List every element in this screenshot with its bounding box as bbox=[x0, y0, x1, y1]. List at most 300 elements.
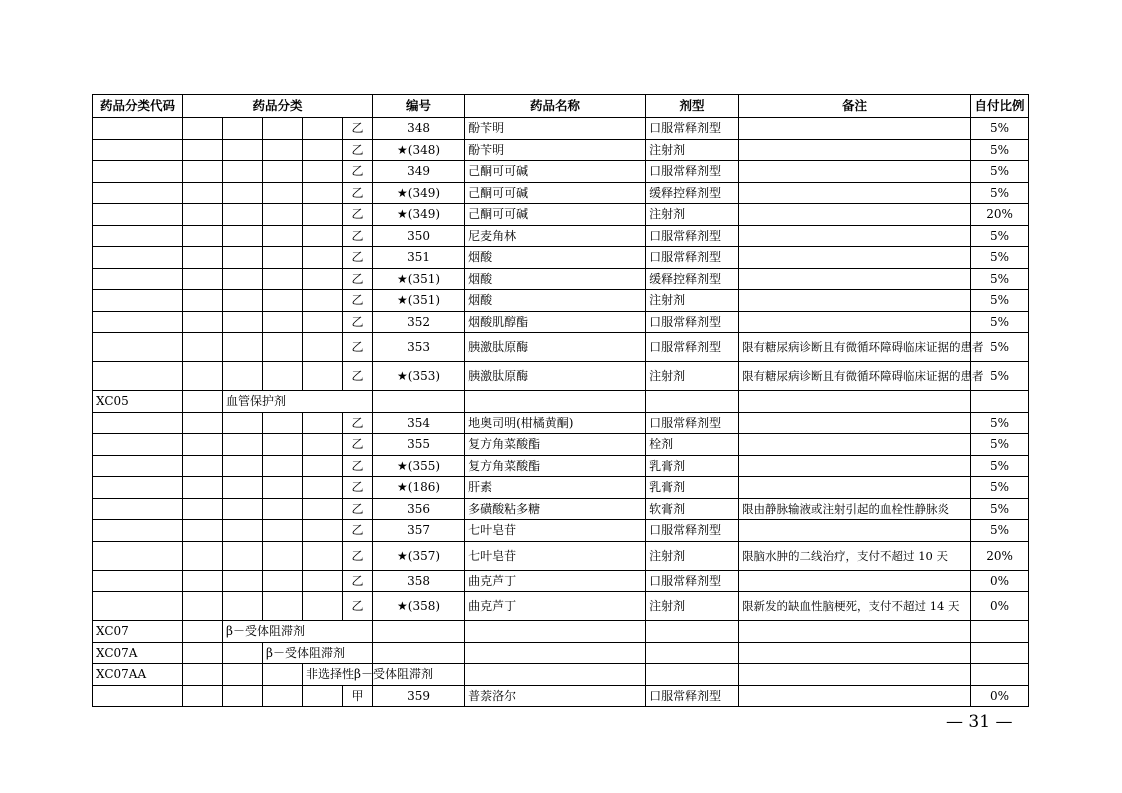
drug-name-cell: 胰激肽原酶 bbox=[465, 362, 646, 391]
category-level-cell bbox=[223, 182, 263, 204]
drug-name-cell: 肝素 bbox=[465, 477, 646, 499]
category-level-cell bbox=[263, 204, 303, 226]
drug-name-cell: 曲克芦丁 bbox=[465, 570, 646, 592]
self-pay-ratio-cell: 5% bbox=[971, 139, 1029, 161]
number-cell: ★(355) bbox=[373, 455, 465, 477]
category-level-cell bbox=[183, 182, 223, 204]
category-level-cell bbox=[183, 362, 223, 391]
code-cell bbox=[93, 118, 183, 140]
category-level-cell bbox=[183, 664, 223, 686]
category-level-cell bbox=[303, 434, 343, 456]
header-form: 剂型 bbox=[646, 95, 739, 118]
header-code: 药品分类代码 bbox=[93, 95, 183, 118]
category-label-cell: 血管保护剂 bbox=[223, 391, 373, 413]
drug-name-cell: 复方角菜酸酯 bbox=[465, 455, 646, 477]
note-cell bbox=[739, 204, 971, 226]
category-grade-cell: 乙 bbox=[343, 311, 373, 333]
code-cell bbox=[93, 311, 183, 333]
category-level-cell bbox=[183, 541, 223, 570]
self-pay-ratio-cell: 5% bbox=[971, 225, 1029, 247]
category-level-cell bbox=[223, 362, 263, 391]
category-group-row bbox=[93, 664, 1029, 686]
drug-table bbox=[92, 94, 1029, 707]
self-pay-ratio-cell: 5% bbox=[971, 362, 1029, 391]
category-level-cell bbox=[223, 311, 263, 333]
drug-name-cell: 曲克芦丁 bbox=[465, 592, 646, 621]
number-cell: ★(349) bbox=[373, 204, 465, 226]
code-cell bbox=[93, 477, 183, 499]
category-group-row bbox=[93, 642, 1029, 664]
code-cell bbox=[93, 541, 183, 570]
category-level-cell bbox=[183, 455, 223, 477]
drug-name-cell: 烟酸 bbox=[465, 290, 646, 312]
drug-name-cell: 烟酸 bbox=[465, 268, 646, 290]
category-level-cell bbox=[223, 592, 263, 621]
dosage-form-cell: 口服常释剂型 bbox=[646, 247, 739, 269]
self-pay-ratio-cell: 5% bbox=[971, 520, 1029, 542]
category-grade-cell: 乙 bbox=[343, 161, 373, 183]
category-level-cell bbox=[303, 412, 343, 434]
self-pay-ratio-cell: 20% bbox=[971, 541, 1029, 570]
category-level-cell bbox=[183, 139, 223, 161]
note-cell bbox=[739, 664, 971, 686]
category-grade-cell: 乙 bbox=[343, 268, 373, 290]
self-pay-ratio-cell: 0% bbox=[971, 592, 1029, 621]
drug-name-cell: 酚苄明 bbox=[465, 118, 646, 140]
self-pay-ratio-cell: 5% bbox=[971, 311, 1029, 333]
number-cell: 357 bbox=[373, 520, 465, 542]
category-label-cell: β－受体阻滞剂 bbox=[263, 642, 373, 664]
category-level-cell bbox=[223, 204, 263, 226]
drug-row bbox=[93, 362, 1029, 391]
category-code-cell: XC07AA bbox=[93, 664, 183, 686]
number-cell: ★(358) bbox=[373, 592, 465, 621]
dosage-form-cell: 口服常释剂型 bbox=[646, 685, 739, 707]
self-pay-ratio-cell: 5% bbox=[971, 434, 1029, 456]
note-cell bbox=[739, 161, 971, 183]
category-grade-cell: 乙 bbox=[343, 118, 373, 140]
code-cell bbox=[93, 362, 183, 391]
drug-name-cell: 己酮可可碱 bbox=[465, 204, 646, 226]
category-level-cell bbox=[183, 118, 223, 140]
dosage-form-cell: 软膏剂 bbox=[646, 498, 739, 520]
category-level-cell bbox=[263, 311, 303, 333]
drug-row bbox=[93, 477, 1029, 499]
category-level-cell bbox=[223, 247, 263, 269]
category-level-cell bbox=[303, 570, 343, 592]
number-cell: 351 bbox=[373, 247, 465, 269]
category-level-cell bbox=[223, 412, 263, 434]
number-cell: 356 bbox=[373, 498, 465, 520]
category-level-cell bbox=[263, 412, 303, 434]
dosage-form-cell: 口服常释剂型 bbox=[646, 570, 739, 592]
category-level-cell bbox=[263, 139, 303, 161]
category-level-cell bbox=[263, 592, 303, 621]
category-level-cell bbox=[263, 520, 303, 542]
self-pay-ratio-cell: 5% bbox=[971, 498, 1029, 520]
category-grade-cell: 乙 bbox=[343, 570, 373, 592]
category-grade-cell: 乙 bbox=[343, 333, 373, 362]
dosage-form-cell: 口服常释剂型 bbox=[646, 225, 739, 247]
drug-row bbox=[93, 541, 1029, 570]
category-grade-cell: 乙 bbox=[343, 592, 373, 621]
code-cell bbox=[93, 570, 183, 592]
note-cell bbox=[739, 455, 971, 477]
drug-row bbox=[93, 161, 1029, 183]
note-cell bbox=[739, 570, 971, 592]
note-cell bbox=[739, 642, 971, 664]
category-level-cell bbox=[183, 642, 223, 664]
drug-name-cell bbox=[465, 664, 646, 686]
category-level-cell bbox=[263, 498, 303, 520]
number-cell: ★(349) bbox=[373, 182, 465, 204]
category-level-cell bbox=[223, 685, 263, 707]
category-grade-cell: 乙 bbox=[343, 412, 373, 434]
category-level-cell bbox=[223, 225, 263, 247]
category-level-cell bbox=[183, 311, 223, 333]
dosage-form-cell bbox=[646, 642, 739, 664]
category-level-cell bbox=[183, 592, 223, 621]
category-level-cell bbox=[263, 685, 303, 707]
category-level-cell bbox=[223, 664, 263, 686]
drug-row bbox=[93, 498, 1029, 520]
code-cell bbox=[93, 412, 183, 434]
category-level-cell bbox=[303, 247, 343, 269]
dosage-form-cell: 注射剂 bbox=[646, 541, 739, 570]
drug-name-cell: 尼麦角林 bbox=[465, 225, 646, 247]
category-code-cell: XC05 bbox=[93, 391, 183, 413]
note-cell bbox=[739, 247, 971, 269]
category-level-cell bbox=[303, 182, 343, 204]
dosage-form-cell: 口服常释剂型 bbox=[646, 161, 739, 183]
number-cell: 358 bbox=[373, 570, 465, 592]
drug-name-cell: 地奥司明(柑橘黄酮) bbox=[465, 412, 646, 434]
category-level-cell bbox=[263, 161, 303, 183]
drug-row bbox=[93, 455, 1029, 477]
self-pay-ratio-cell bbox=[971, 642, 1029, 664]
drug-name-cell: 烟酸 bbox=[465, 247, 646, 269]
drug-name-cell: 复方角菜酸酯 bbox=[465, 434, 646, 456]
drug-row bbox=[93, 204, 1029, 226]
category-grade-cell: 乙 bbox=[343, 290, 373, 312]
drug-row bbox=[93, 268, 1029, 290]
note-cell: 限由静脉输液或注射引起的血栓性静脉炎 bbox=[739, 498, 971, 520]
self-pay-ratio-cell bbox=[971, 664, 1029, 686]
category-level-cell bbox=[223, 290, 263, 312]
category-level-cell bbox=[263, 664, 303, 686]
code-cell bbox=[93, 247, 183, 269]
category-grade-cell: 乙 bbox=[343, 362, 373, 391]
drug-name-cell bbox=[465, 391, 646, 413]
drug-name-cell: 七叶皂苷 bbox=[465, 541, 646, 570]
drug-name-cell: 胰激肽原酶 bbox=[465, 333, 646, 362]
number-cell: ★(351) bbox=[373, 290, 465, 312]
category-level-cell bbox=[303, 139, 343, 161]
category-level-cell bbox=[183, 290, 223, 312]
number-cell: ★(186) bbox=[373, 477, 465, 499]
drug-row bbox=[93, 247, 1029, 269]
category-level-cell bbox=[223, 520, 263, 542]
code-cell bbox=[93, 139, 183, 161]
category-grade-cell: 乙 bbox=[343, 477, 373, 499]
dosage-form-cell: 注射剂 bbox=[646, 592, 739, 621]
category-level-cell bbox=[183, 570, 223, 592]
category-level-cell bbox=[263, 290, 303, 312]
dosage-form-cell: 注射剂 bbox=[646, 204, 739, 226]
number-cell: 350 bbox=[373, 225, 465, 247]
drug-row bbox=[93, 118, 1029, 140]
category-level-cell bbox=[223, 139, 263, 161]
dosage-form-cell: 栓剂 bbox=[646, 434, 739, 456]
number-cell bbox=[373, 391, 465, 413]
category-level-cell bbox=[183, 391, 223, 413]
drug-name-cell: 己酮可可碱 bbox=[465, 182, 646, 204]
category-level-cell bbox=[303, 362, 343, 391]
self-pay-ratio-cell: 5% bbox=[971, 290, 1029, 312]
drug-name-cell bbox=[465, 642, 646, 664]
note-cell bbox=[739, 520, 971, 542]
category-level-cell bbox=[263, 434, 303, 456]
category-level-cell bbox=[223, 333, 263, 362]
note-cell bbox=[739, 685, 971, 707]
category-grade-cell: 乙 bbox=[343, 182, 373, 204]
category-level-cell bbox=[263, 455, 303, 477]
category-level-cell bbox=[263, 225, 303, 247]
code-cell bbox=[93, 520, 183, 542]
note-cell bbox=[739, 477, 971, 499]
drug-row bbox=[93, 685, 1029, 707]
note-cell: 限新发的缺血性脑梗死，支付不超过 14 天 bbox=[739, 592, 971, 621]
note-cell bbox=[739, 311, 971, 333]
drug-row bbox=[93, 434, 1029, 456]
category-level-cell bbox=[183, 434, 223, 456]
category-level-cell bbox=[303, 520, 343, 542]
note-cell: 限有糖尿病诊断且有微循环障碍临床证据的患者 bbox=[739, 362, 971, 391]
category-level-cell bbox=[263, 333, 303, 362]
self-pay-ratio-cell: 20% bbox=[971, 204, 1029, 226]
category-level-cell bbox=[303, 541, 343, 570]
dosage-form-cell: 注射剂 bbox=[646, 290, 739, 312]
drug-row bbox=[93, 412, 1029, 434]
category-level-cell bbox=[223, 434, 263, 456]
self-pay-ratio-cell: 5% bbox=[971, 333, 1029, 362]
category-label-cell: 非选择性β－受体阻滞剂 bbox=[303, 664, 373, 686]
category-level-cell bbox=[223, 268, 263, 290]
category-level-cell bbox=[303, 225, 343, 247]
category-level-cell bbox=[303, 592, 343, 621]
number-cell: ★(348) bbox=[373, 139, 465, 161]
number-cell: 349 bbox=[373, 161, 465, 183]
category-grade-cell: 乙 bbox=[343, 434, 373, 456]
category-level-cell bbox=[183, 498, 223, 520]
number-cell bbox=[373, 642, 465, 664]
header-name: 药品名称 bbox=[465, 95, 646, 118]
category-level-cell bbox=[183, 247, 223, 269]
table-body bbox=[93, 118, 1029, 707]
code-cell bbox=[93, 182, 183, 204]
drug-name-cell bbox=[465, 621, 646, 643]
dosage-form-cell: 注射剂 bbox=[646, 362, 739, 391]
note-cell bbox=[739, 391, 971, 413]
number-cell: 352 bbox=[373, 311, 465, 333]
header-category: 药品分类 bbox=[183, 95, 373, 118]
category-grade-cell: 乙 bbox=[343, 541, 373, 570]
header-ratio: 自付比例 bbox=[971, 95, 1029, 118]
category-level-cell bbox=[183, 685, 223, 707]
category-level-cell bbox=[303, 333, 343, 362]
note-cell bbox=[739, 290, 971, 312]
drug-name-cell: 多磺酸粘多糖 bbox=[465, 498, 646, 520]
code-cell bbox=[93, 333, 183, 362]
dosage-form-cell: 缓释控释剂型 bbox=[646, 182, 739, 204]
category-grade-cell: 乙 bbox=[343, 139, 373, 161]
category-level-cell bbox=[223, 118, 263, 140]
header-note: 备注 bbox=[739, 95, 971, 118]
self-pay-ratio-cell: 5% bbox=[971, 182, 1029, 204]
self-pay-ratio-cell bbox=[971, 391, 1029, 413]
note-cell bbox=[739, 268, 971, 290]
page-number: — 31 — bbox=[946, 712, 1013, 732]
self-pay-ratio-cell: 5% bbox=[971, 455, 1029, 477]
code-cell bbox=[93, 592, 183, 621]
category-level-cell bbox=[263, 247, 303, 269]
drug-row bbox=[93, 570, 1029, 592]
category-label-cell: β－受体阻滞剂 bbox=[223, 621, 373, 643]
category-group-row bbox=[93, 621, 1029, 643]
category-level-cell bbox=[303, 290, 343, 312]
note-cell bbox=[739, 434, 971, 456]
self-pay-ratio-cell: 0% bbox=[971, 570, 1029, 592]
dosage-form-cell: 缓释控释剂型 bbox=[646, 268, 739, 290]
category-grade-cell: 乙 bbox=[343, 498, 373, 520]
number-cell: ★(351) bbox=[373, 268, 465, 290]
self-pay-ratio-cell: 5% bbox=[971, 477, 1029, 499]
code-cell bbox=[93, 685, 183, 707]
dosage-form-cell: 口服常释剂型 bbox=[646, 333, 739, 362]
category-group-row bbox=[93, 391, 1029, 413]
drug-name-cell: 己酮可可碱 bbox=[465, 161, 646, 183]
code-cell bbox=[93, 225, 183, 247]
drug-name-cell: 烟酸肌醇酯 bbox=[465, 311, 646, 333]
number-cell: 348 bbox=[373, 118, 465, 140]
drug-row bbox=[93, 139, 1029, 161]
category-level-cell bbox=[183, 477, 223, 499]
category-level-cell bbox=[303, 498, 343, 520]
category-grade-cell: 乙 bbox=[343, 520, 373, 542]
category-level-cell bbox=[303, 268, 343, 290]
category-level-cell bbox=[303, 455, 343, 477]
note-cell bbox=[739, 412, 971, 434]
category-level-cell bbox=[303, 685, 343, 707]
self-pay-ratio-cell: 0% bbox=[971, 685, 1029, 707]
dosage-form-cell: 口服常释剂型 bbox=[646, 520, 739, 542]
category-level-cell bbox=[263, 570, 303, 592]
category-level-cell bbox=[263, 362, 303, 391]
category-grade-cell: 乙 bbox=[343, 247, 373, 269]
category-level-cell bbox=[183, 161, 223, 183]
category-level-cell bbox=[183, 520, 223, 542]
self-pay-ratio-cell bbox=[971, 621, 1029, 643]
number-cell: 354 bbox=[373, 412, 465, 434]
category-level-cell bbox=[223, 161, 263, 183]
note-cell bbox=[739, 182, 971, 204]
note-cell bbox=[739, 139, 971, 161]
category-level-cell bbox=[183, 225, 223, 247]
category-level-cell bbox=[303, 204, 343, 226]
drug-row bbox=[93, 311, 1029, 333]
category-grade-cell: 乙 bbox=[343, 204, 373, 226]
drug-row bbox=[93, 182, 1029, 204]
dosage-form-cell bbox=[646, 664, 739, 686]
table-header-row bbox=[93, 95, 1029, 118]
dosage-form-cell: 乳膏剂 bbox=[646, 477, 739, 499]
category-level-cell bbox=[183, 268, 223, 290]
category-level-cell bbox=[183, 333, 223, 362]
category-level-cell bbox=[303, 477, 343, 499]
category-level-cell bbox=[263, 182, 303, 204]
number-cell bbox=[373, 621, 465, 643]
number-cell: ★(353) bbox=[373, 362, 465, 391]
category-level-cell bbox=[303, 118, 343, 140]
number-cell: 359 bbox=[373, 685, 465, 707]
number-cell: 355 bbox=[373, 434, 465, 456]
code-cell bbox=[93, 268, 183, 290]
category-level-cell bbox=[223, 570, 263, 592]
self-pay-ratio-cell: 5% bbox=[971, 268, 1029, 290]
self-pay-ratio-cell: 5% bbox=[971, 118, 1029, 140]
drug-name-cell: 普萘洛尔 bbox=[465, 685, 646, 707]
header-number: 编号 bbox=[373, 95, 465, 118]
dosage-form-cell: 注射剂 bbox=[646, 139, 739, 161]
category-grade-cell: 乙 bbox=[343, 225, 373, 247]
category-level-cell bbox=[223, 477, 263, 499]
dosage-form-cell: 口服常释剂型 bbox=[646, 412, 739, 434]
code-cell bbox=[93, 204, 183, 226]
drug-row bbox=[93, 333, 1029, 362]
category-code-cell: XC07A bbox=[93, 642, 183, 664]
category-code-cell: XC07 bbox=[93, 621, 183, 643]
code-cell bbox=[93, 455, 183, 477]
self-pay-ratio-cell: 5% bbox=[971, 247, 1029, 269]
dosage-form-cell: 口服常释剂型 bbox=[646, 118, 739, 140]
dosage-form-cell: 口服常释剂型 bbox=[646, 311, 739, 333]
number-cell: ★(357) bbox=[373, 541, 465, 570]
category-level-cell bbox=[263, 477, 303, 499]
category-level-cell bbox=[183, 204, 223, 226]
note-cell bbox=[739, 118, 971, 140]
code-cell bbox=[93, 434, 183, 456]
drug-row bbox=[93, 592, 1029, 621]
category-level-cell bbox=[183, 412, 223, 434]
category-level-cell bbox=[263, 118, 303, 140]
note-cell: 限脑水肿的二线治疗，支付不超过 10 天 bbox=[739, 541, 971, 570]
category-level-cell bbox=[223, 541, 263, 570]
category-level-cell bbox=[183, 621, 223, 643]
self-pay-ratio-cell: 5% bbox=[971, 412, 1029, 434]
category-level-cell bbox=[263, 541, 303, 570]
self-pay-ratio-cell: 5% bbox=[971, 161, 1029, 183]
category-level-cell bbox=[303, 161, 343, 183]
note-cell bbox=[739, 225, 971, 247]
dosage-form-cell: 乳膏剂 bbox=[646, 455, 739, 477]
note-cell: 限有糖尿病诊断且有微循环障碍临床证据的患者 bbox=[739, 333, 971, 362]
note-cell bbox=[739, 621, 971, 643]
drug-row bbox=[93, 520, 1029, 542]
drug-name-cell: 七叶皂苷 bbox=[465, 520, 646, 542]
category-grade-cell: 甲 bbox=[343, 685, 373, 707]
number-cell: 353 bbox=[373, 333, 465, 362]
drug-row bbox=[93, 225, 1029, 247]
